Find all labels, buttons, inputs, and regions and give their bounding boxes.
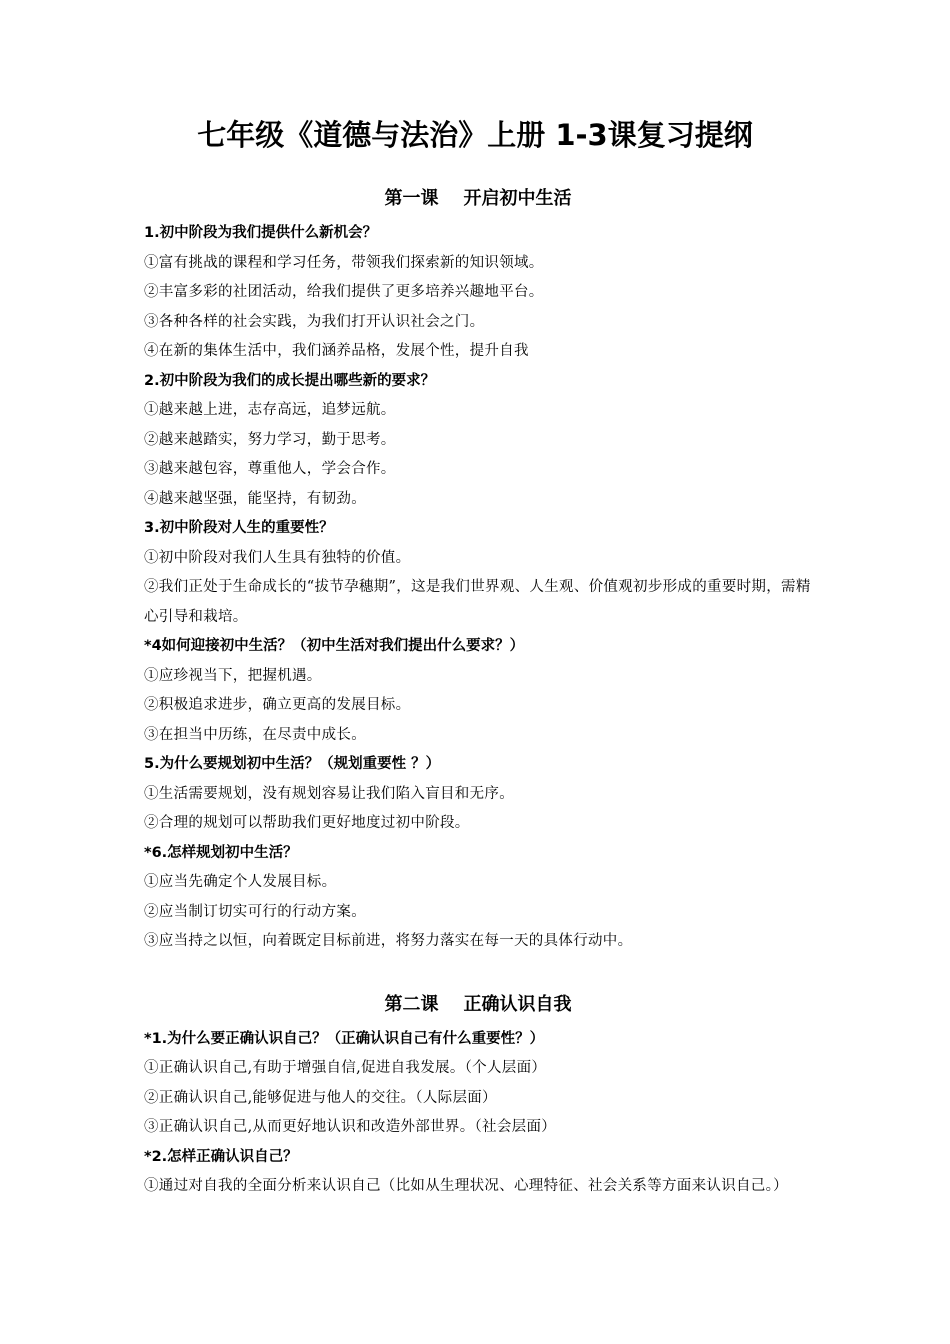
lesson-1-q6-answer-3: ③应当持之以恒，向着既定目标前进，将努力落实在每一天的具体行动中。 bbox=[144, 933, 633, 949]
lesson-1-heading: 第一课 开启初中生活 bbox=[384, 188, 572, 209]
lesson-1-q1-answer-3: ③各种各样的社会实践，为我们打开认识社会之门。 bbox=[144, 313, 485, 330]
lesson-1-question-3: 3.初中阶段对人生的重要性？ bbox=[144, 520, 334, 536]
lesson-1-q4-answer-3: ③在担当中历练，在尽责中成长。 bbox=[144, 726, 366, 743]
lesson-1-question-2: 2.初中阶段为我们的成长提出哪些新的要求？ bbox=[144, 372, 436, 389]
lesson-1-q2-answer-3: ③越来越包容，尊重他人，学会合作。 bbox=[144, 461, 396, 477]
lesson-1-q2-answer-4: ④越来越坚强，能坚持，有韧劲。 bbox=[144, 490, 366, 507]
lesson-1-q5-answer-2: ②合理的规划可以帮助我们更好地度过初中阶段。 bbox=[144, 815, 470, 831]
lesson-1-q6-answer-2: ②应当制订切实可行的行动方案。 bbox=[144, 903, 366, 920]
lesson-1-q1-answer-1: ①富有挑战的课程和学习任务，带领我们探索新的知识领域。 bbox=[144, 254, 544, 271]
lesson-1-q6-answer-1: ①应当先确定个人发展目标。 bbox=[144, 874, 337, 890]
lesson-1-q3-answer-1: ①初中阶段对我们人生具有独特的价值。 bbox=[144, 549, 411, 566]
lesson-2-question-2: *2.怎样正确认识自己？ bbox=[144, 1148, 298, 1165]
lesson-2-q2-answer-1: ①通过对自我的全面分析来认识自己（比如从生理状况、心理特征、社会关系等方面来认识自己。） bbox=[144, 1178, 788, 1194]
lesson-2-q1-answer-3: ③正确认识自己,从而更好地认识和改造外部世界。（社会层面） bbox=[144, 1119, 557, 1135]
lesson-1-q4-answer-1: ①应珍视当下，把握机遇。 bbox=[144, 667, 322, 684]
lesson-1-question-6: *6.怎样规划初中生活？ bbox=[144, 844, 298, 861]
lesson-1-q1-answer-2: ②丰富多彩的社团活动，给我们提供了更多培养兴趣地平台。 bbox=[144, 284, 544, 300]
lesson-1-question-4: *4如何迎接初中生活？（初中生活对我们提出什么要求？） bbox=[144, 638, 525, 654]
lesson-2-question-1: *1.为什么要正确认识自己？（正确认识自己有什么重要性？） bbox=[144, 1030, 545, 1047]
lesson-2-heading: 第二课 正确认识自我 bbox=[384, 993, 572, 1015]
lesson-1-q2-answer-1: ①越来越上进，志存高远，追梦远航。 bbox=[144, 402, 396, 418]
lesson-1-q4-answer-2: ②积极追求进步，确立更高的发展目标。 bbox=[144, 697, 411, 713]
lesson-1-q3-answer-2: ②我们正处于生命成长的“拔节孕穗期”，这是我们世界观、人生观、价值观初步形成的重要时期，需精心引导和栽培。 bbox=[144, 579, 811, 625]
lesson-1-q1-answer-4: ④在新的集体生活中，我们涵养品格，发展个性，提升自我 bbox=[144, 343, 529, 359]
lesson-2-q1-answer-1: ①正确认识自己,有助于增强自信,促进自我发展。（个人层面） bbox=[144, 1060, 547, 1076]
lesson-2-q1-answer-2: ②正确认识自己,能够促进与他人的交往。（人际层面） bbox=[144, 1089, 497, 1106]
lesson-1-q2-answer-2: ②越来越踏实，努力学习，勤于思考。 bbox=[144, 431, 396, 448]
lesson-1-q5-answer-1: ①生活需要规划，没有规划容易让我们陷入盲目和无序。 bbox=[144, 785, 514, 802]
document-title: 七年级《道德与法治》上册 1-3课复习提纲 bbox=[197, 118, 753, 152]
lesson-1-question-5: 5.为什么要规划初中生活？（规划重要性 ？） bbox=[144, 756, 441, 772]
document-body bbox=[144, 179, 812, 1202]
lesson-1-question-1: 1.初中阶段为我们提供什么新机会？ bbox=[144, 225, 378, 241]
